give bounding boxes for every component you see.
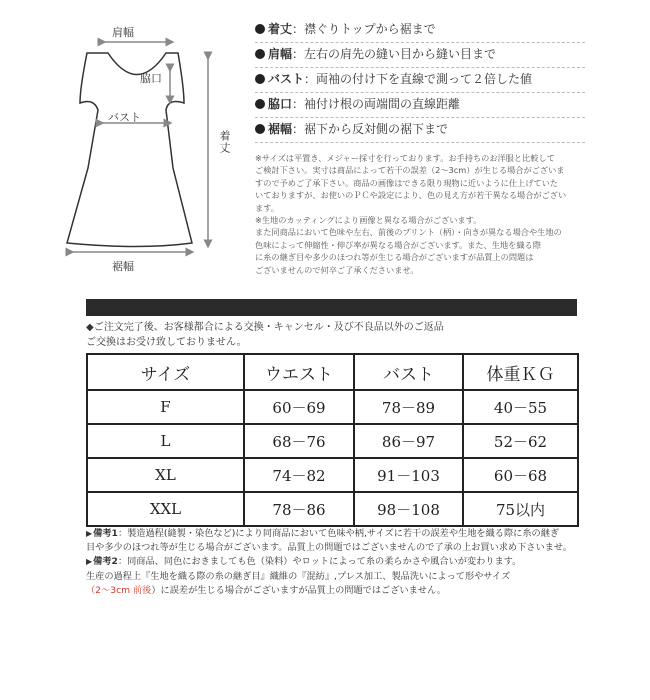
dress-size-diagram xyxy=(40,18,240,278)
table-row xyxy=(87,492,578,526)
table-cell: 68－76 xyxy=(244,424,354,458)
size-table xyxy=(86,353,579,527)
length-label: 着丈 xyxy=(218,130,231,154)
note-line: また同商品において色味や左右、前後のプリント（柄）・向きが異なる場合や生地の xyxy=(255,227,562,238)
note-line: すので予めご了承下さい。商品の画像はできる限り現物に近いように仕上げていた xyxy=(255,177,558,188)
table-cell: 52－62 xyxy=(463,424,578,458)
table-row xyxy=(87,424,578,458)
notice-line: ご交換はお受け致しておりません。 xyxy=(86,337,247,348)
table-header-row xyxy=(87,354,578,390)
bullet-icon xyxy=(255,99,265,109)
notice-line: ◆ご注文完了後、お客様都合による交換・キャンセル・及び不良品以外のご返品 xyxy=(86,322,444,333)
size-notes xyxy=(255,152,590,276)
remark-line: 生産の過程上『生地を織る際の糸の継ぎ目』織維の『混紡』,プレス加工、製品洗いによって形やサイズ xyxy=(86,570,511,582)
definition-item: バスト：両袖の付け下を直線で測って２倍した値 xyxy=(255,68,585,93)
remark-label: 備考1 xyxy=(93,528,118,539)
armhole-label: 脇口 xyxy=(140,72,162,85)
bullet-icon xyxy=(255,24,265,34)
note-line: ます。 xyxy=(255,202,279,213)
table-cell: 78－89 xyxy=(354,390,463,424)
bullet-icon xyxy=(255,49,265,59)
table-cell: XL xyxy=(87,458,244,492)
note-line: ご検討下さい。実寸は商品によって若干の誤差（2～3cm）が生じる場合がございま xyxy=(255,165,565,176)
note-line: ※生地のカッティングにより画像と異なる場合がございます。 xyxy=(255,215,482,226)
measurement-definitions xyxy=(255,18,585,143)
header-waist: ウエスト xyxy=(244,354,354,390)
return-policy-notice xyxy=(86,320,586,350)
table-cell: L xyxy=(87,424,244,458)
header-weight: 体重ＫＧ xyxy=(463,354,578,390)
section-divider-bar xyxy=(86,299,577,316)
dress-outline-icon xyxy=(40,18,240,278)
remark-line: ▶備考2：同商品、同色におきましても色（染料）やロットによって糸の柔らかさや風合いが変わります。 xyxy=(86,556,522,568)
hem-width-label: 裾幅 xyxy=(112,260,134,273)
table-cell: 60－69 xyxy=(244,390,354,424)
note-line: ※サイズは平置き、メジャー採寸を行っております。お手持ちのお洋服と比較して xyxy=(255,153,555,163)
table-cell: 74－82 xyxy=(244,458,354,492)
table-row xyxy=(87,390,578,424)
triangle-right-icon: ▶ xyxy=(86,557,93,567)
remark-line: 目や多少のほつれ等が生じる場合がございます。品質上の問題ではございませんので了承の上お買い求め下さいませ。 xyxy=(86,542,572,554)
remarks-section xyxy=(86,527,596,598)
note-line: 色味によって伸縮性・伸び率が異なる場合がございます。また、生地を織る際 xyxy=(255,239,541,250)
table-cell: 91－103 xyxy=(354,458,463,492)
bust-label: バスト xyxy=(108,111,141,124)
header-bust: バスト xyxy=(354,354,463,390)
definition-item: 裾幅：裾下から反対側の裾下まで xyxy=(255,118,585,143)
table-cell: 78－86 xyxy=(244,492,354,526)
remark-highlight: （2～3cm 前後 xyxy=(86,584,152,596)
definition-item: 脇口：袖付け根の両端間の直線距離 xyxy=(255,93,585,118)
note-line: いておりますが、お使いのＰＣや設定により、色の見え方が若干異なる場合がござい xyxy=(255,190,567,201)
definition-item: 着丈：襟ぐりトップから裾まで xyxy=(255,18,585,43)
table-cell: XXL xyxy=(87,492,244,526)
bullet-icon xyxy=(255,74,265,84)
table-cell: F xyxy=(87,390,244,424)
table-cell: 75以内 xyxy=(463,492,578,526)
table-cell: 40－55 xyxy=(463,390,578,424)
note-line: ございませんので何卒ご了承くださいませ。 xyxy=(255,264,419,275)
table-row xyxy=(87,458,578,492)
header-size: サイズ xyxy=(87,354,244,390)
definition-item: 肩幅：左右の肩先の縫い目から縫い目まで xyxy=(255,43,585,68)
bullet-icon xyxy=(255,124,265,134)
table-cell: 60－68 xyxy=(463,458,578,492)
remark-label: 備考2 xyxy=(93,556,118,568)
triangle-right-icon: ▶ xyxy=(86,529,93,538)
note-line: に糸の継ぎ目や多少のほつれ等が生じる場合がございますが品質上の問題は xyxy=(255,252,534,263)
table-cell: 86－97 xyxy=(354,424,463,458)
remark-line: （2～3cm 前後）に誤差が生じる場合がございますが品質上の問題ではございません。 xyxy=(86,584,446,596)
remark-line: ▶備考1：製造過程(縫製・染色など)により同商品において色味や柄,サイズに若干の誤差や生地を織る際に糸の継ぎ xyxy=(86,528,560,539)
shoulder-width-label: 肩幅 xyxy=(112,26,134,39)
table-cell: 98－108 xyxy=(354,492,463,526)
